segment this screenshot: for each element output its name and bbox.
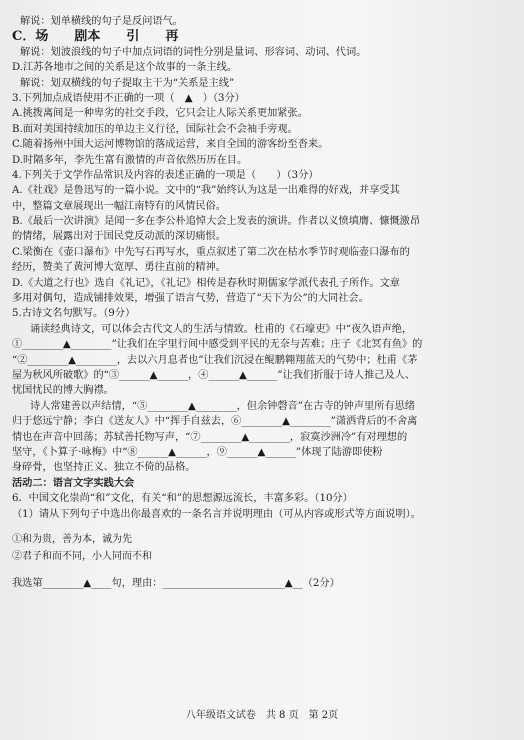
text-line: 3.下列加点成语使用不正确的一项（ ▲ ）（3分） xyxy=(12,92,245,104)
text-line: 解说：划波浪线的句子中加点词语的词性分别是量词、形容词、动词、代词。 xyxy=(20,46,367,58)
text-line: 的情绪，展露出对于国民党反动派的深切痛恨。 xyxy=(12,231,226,243)
text-line: 中，整篇文章展现出一幅江南特有的风情民俗。 xyxy=(12,200,226,212)
spacer xyxy=(12,522,517,532)
text-line: 4.下列关于文学作品常识及内容的表述正确的一项是（ ）（3分） xyxy=(12,169,319,181)
page-footer: 八年级语文试卷 共 8 页 第 2页 xyxy=(185,710,339,721)
text-line: 情也在声音中回荡；苏轼善托物写声，“⑦________▲________，寂寞沙洲冷”有对理想的 xyxy=(12,431,408,443)
text-line: C．场 剧本 引 再 xyxy=(12,29,179,45)
exam-content xyxy=(12,14,517,591)
text-line: 多用对偶句，造成铺排效果，增强了语言气势，营造了“天下为公”的大同社会。 xyxy=(12,293,369,305)
text-line: 经历，赞美了黄河博大宽厚、勇往直前的精神。 xyxy=(12,262,226,274)
text-line: 6．中国文化崇尚“和”文化，有关“和”的思想源远流长，丰富多彩。（10分） xyxy=(12,493,353,505)
text-line: 身碎骨，也坚持正义、独立不倚的品格。 xyxy=(12,462,196,474)
text-line: 诵读经典诗文，可以体会古代文人的生活与情致。杜甫的《石壕吏》中“夜久语声绝， xyxy=(30,323,413,335)
answer-line: 我选第________▲____句，理由：________________________▲__（2分） xyxy=(12,577,340,589)
text-line: C.梁衡在《壶口瀑布》中先写石再写水，重点叙述了第二次在枯水季节时观临壶口瀑布的 xyxy=(12,246,410,258)
text-line: B.面对美国持续加压的单边主义行径，国际社会不会袖手旁观。 xyxy=(12,123,298,135)
text-line: D.江苏各地市之间的关系是这个故事的一条主线。 xyxy=(12,62,237,74)
text-line: 解说：划单横线的句子是反问语气。 xyxy=(20,16,183,27)
text-line: （1）请从下列句子中选出你最喜欢的一条名言并说明理由（可从内容或形式等方面说明）。 xyxy=(12,508,421,520)
text-line: 解说：划双横线的句子提取主干为“关系是主线” xyxy=(20,77,235,89)
text-line: 5.古诗文名句默写。（9分） xyxy=(12,308,136,320)
option-line: ①和为贵，善为本，诚为先 xyxy=(12,533,132,545)
text-line: D.时隔多年，李先生富有激情的声音依然历历在目。 xyxy=(12,154,248,166)
text-line: C.随着扬州中国大运河博物馆的落成运营，来自全国的游客纷至沓来。 xyxy=(12,139,329,151)
text-line: ①________▲________”让我们在字里行间中感受到平民的无奈与苦难；庄子《北冥有鱼》的 xyxy=(12,339,423,351)
text-line: A.《社戏》是鲁迅写的一篇小说。文中的“我”始终认为这是一出难得的好戏，并享受其 xyxy=(12,185,400,197)
spacer xyxy=(12,566,517,576)
text-line: 归于悠远宁静；李白《送友人》中“挥手自兹去，⑥________▲________”潇洒背后的不舍离 xyxy=(12,416,418,428)
text-line: 屋为秋风所破歌》的“③______▲______，④______▲______”让我们折服于诗人推己及人、 xyxy=(12,369,416,381)
text-line: A.挑拨离间是一种卑劣的社交手段，它只会让人际关系更加紧张。 xyxy=(12,108,308,120)
text-line: B.《最后一次讲演》是闻一多在李公朴追悼大会上发表的演讲。作者以义愤填膺、慷慨激昂 xyxy=(12,216,421,228)
option-line: ②君子和而不同，小人同而不和 xyxy=(12,550,152,562)
text-line: 忧国忧民的博大胸襟。 xyxy=(12,385,114,397)
text-line: “②________▲________，去以六月息者也”让我们沉浸在鲲鹏翱翔蓝天的气势中；杜甫《茅 xyxy=(12,354,418,366)
text-line: D.《大道之行也》选自《礼记》，《礼记》相传是春秋时期儒家学派代表孔子所作。文章 xyxy=(12,277,400,289)
text-line: 坚守，《卜算子·咏梅》中“⑧______▲______，⑨______▲______”体现了陆游即使粉 xyxy=(12,446,383,458)
text-line: 活动二：语言文字实践大会 xyxy=(12,476,135,489)
text-line: 诗人常建善以声结情，“⑤________▲________，但余钟磬音”在古寺的钟声里所有思绪 xyxy=(30,400,415,412)
